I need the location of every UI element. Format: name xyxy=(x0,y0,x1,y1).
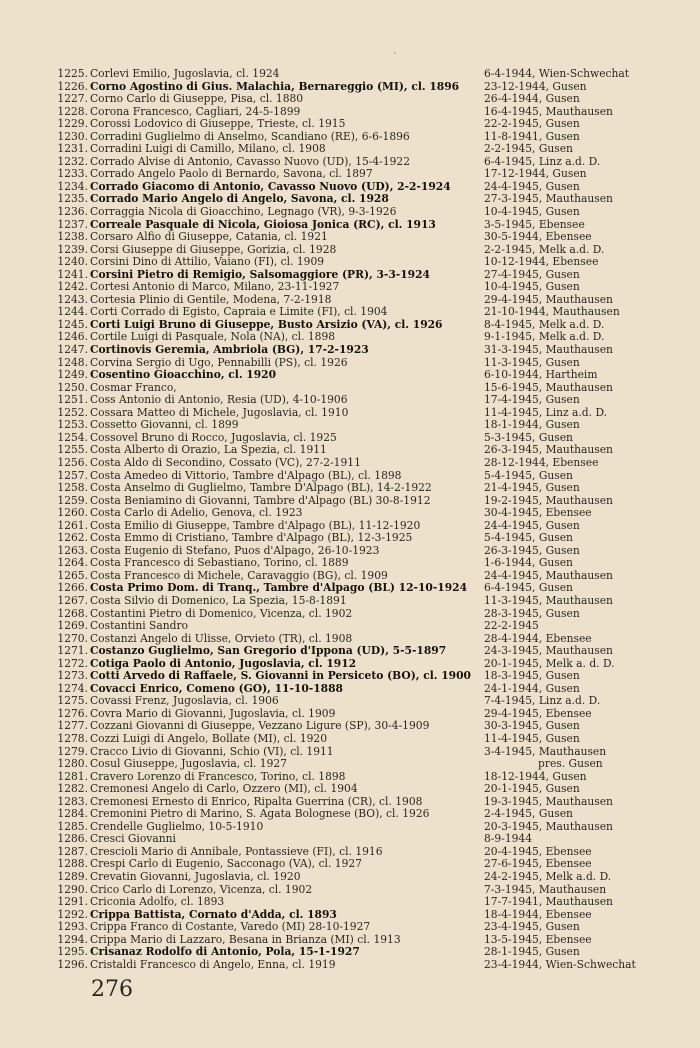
list-item xyxy=(54,670,694,683)
entry-number: 1261. xyxy=(57,518,88,532)
entry-death-place: 21-10-1944, Mauthausen xyxy=(484,305,620,319)
entry-number: 1240. xyxy=(57,255,88,269)
entry-death-place: 6-4-1944, Wien-Schwechat xyxy=(484,67,630,80)
entry-name: Corno Carlo di Giuseppe, Pisa, cl. 1880 xyxy=(90,93,304,106)
list-item xyxy=(54,118,694,131)
entry-number: 1226. xyxy=(57,79,88,93)
entry-number: 1256. xyxy=(57,455,88,469)
list-item xyxy=(54,219,694,232)
entry-number: 1247. xyxy=(57,343,88,357)
entry-name: Cotti Arvedo di Raffaele, S. Giovanni in Persiceto (BO), cl. 1900 xyxy=(90,670,471,683)
list-item xyxy=(54,695,694,708)
entry-death-place: 24-1-1944, Gusen xyxy=(484,681,580,695)
entry-name: Corsi Giuseppe di Giuseppe, Gorizia, cl. 1928 xyxy=(90,243,337,256)
entry-death-place: 18-1-1944, Gusen xyxy=(484,418,580,432)
entry-number: 1269. xyxy=(57,619,88,633)
list-item xyxy=(54,708,694,721)
entry-name: Costa Emilio di Giuseppe, Tambre d'Alpago (BL), 11-12-1920 xyxy=(90,519,421,532)
entry-number: 1289. xyxy=(57,870,88,883)
list-item xyxy=(54,256,694,269)
list-item xyxy=(54,156,694,169)
entry-death-place: 20-1-1945, Melk a. d. D. xyxy=(484,656,615,670)
list-item xyxy=(54,921,694,934)
entry-death-place: 24-2-1945, Melk a.d. D. xyxy=(484,870,612,883)
list-item xyxy=(54,444,694,457)
entry-name: Costa Silvio di Domenico, La Spezia, 15-8-1891 xyxy=(90,594,347,607)
entry-death-place: 23-4-1944, Wien-Schwechat xyxy=(484,957,636,971)
entry-number: 1282. xyxy=(57,782,88,796)
entry-death-place: 3-5-1945, Ebensee xyxy=(484,217,585,231)
list-item xyxy=(54,796,694,809)
entry-name: Cozzani Giovanni di Giuseppe, Vezzano Ligure (SP), 30-4-1909 xyxy=(90,720,430,733)
entry-name: Crippa Battista, Cornato d'Adda, cl. 1893 xyxy=(90,908,337,921)
entry-death-place: 29-4-1945, Ebensee xyxy=(484,706,592,720)
entry-number: 1272. xyxy=(57,656,88,670)
entry-death-place: 6-4-1945, Linz a.d. D. xyxy=(484,154,601,168)
list-item xyxy=(54,143,694,156)
entry-name: Crisanaz Rodolfo di Antonio, Pola, 15-1-1927 xyxy=(90,946,360,959)
entry-name: Cremonesi Angelo di Carlo, Ozzero (MI), cl. 1904 xyxy=(90,783,358,796)
entry-number: 1228. xyxy=(57,104,88,118)
entry-number: 1251. xyxy=(57,393,88,407)
entry-death-place: 11-3-1945, Mauthausen xyxy=(484,593,613,607)
entry-name: Corrado Giacomo di Antonio, Cavasso Nuovo (UD), 2-2-1924 xyxy=(90,180,451,193)
entry-number: 1296. xyxy=(57,957,88,971)
entry-number: 1235. xyxy=(57,192,88,206)
entry-name: Cravero Lorenzo di Francesco, Torino, cl. 1898 xyxy=(90,770,346,783)
entry-death-place: 20-4-1945, Ebensee xyxy=(484,844,592,858)
list-item xyxy=(54,457,694,470)
entry-death-place: 8-4-1945, Melk a.d. D. xyxy=(484,317,605,331)
entry-name: Criconia Adolfo, cl. 1893 xyxy=(90,896,225,909)
list-item xyxy=(54,206,694,219)
entry-death-place: pres. Gusen xyxy=(538,757,603,771)
entry-number: 1263. xyxy=(57,543,88,557)
entry-name: Cortile Luigi di Pasquale, Nola (NA), cl. 1898 xyxy=(90,331,336,344)
entry-name: Coss Antonio di Antonio, Resia (UD), 4-10-1906 xyxy=(90,394,348,407)
entry-number: 1271. xyxy=(57,644,88,658)
entry-list xyxy=(54,68,694,971)
entry-death-place: 24-4-1945, Gusen xyxy=(484,179,580,193)
entry-name: Corsini Dino di Attilio, Vaiano (FI), cl. 1909 xyxy=(90,256,325,269)
entry-name: Crippa Mario di Lazzaro, Besana in Brianza (MI) cl. 1913 xyxy=(90,933,401,946)
entry-death-place: 10-12-1944, Ebensee xyxy=(484,255,599,269)
entry-name: Covassi Frenz, Jugoslavia, cl. 1906 xyxy=(90,695,279,708)
entry-number: 1236. xyxy=(57,205,88,219)
entry-name: Costantini Pietro di Domenico, Vicenza, cl. 1902 xyxy=(90,607,353,620)
entry-name: Cristaldi Francesco di Angelo, Enna, cl. 1919 xyxy=(90,958,336,971)
entry-death-place: 9-1-1945, Melk a.d. D. xyxy=(484,330,605,344)
entry-name: Costa Anselmo di Guglielmo, Tambre D'Alpago (BL), 14-2-1922 xyxy=(90,482,432,495)
entry-number: 1287. xyxy=(57,844,88,858)
entry-number: 1276. xyxy=(57,706,88,720)
entry-number: 1237. xyxy=(57,217,88,231)
entry-death-place: 5-4-1945, Gusen xyxy=(484,468,573,482)
entry-death-place: 26-3-1945, Mauthausen xyxy=(484,443,613,457)
entry-death-place: 17-4-1945, Gusen xyxy=(484,393,580,407)
entry-death-place: 30-4-1945, Ebensee xyxy=(484,506,592,520)
entry-name: Correale Pasquale di Nicola, Gioiosa Jonica (RC), cl. 1913 xyxy=(90,218,436,231)
entry-death-place: 24-4-1945, Gusen xyxy=(484,518,580,532)
list-item xyxy=(54,407,694,420)
entry-number: 1227. xyxy=(57,92,88,106)
list-item xyxy=(54,168,694,181)
list-item xyxy=(54,733,694,746)
list-item xyxy=(54,281,694,294)
entry-death-place: 19-2-1945, Mauthausen xyxy=(484,493,613,507)
list-item xyxy=(54,482,694,495)
entry-number: 1255. xyxy=(57,443,88,457)
list-item xyxy=(54,758,694,771)
list-item xyxy=(54,959,694,972)
entry-death-place: 5-4-1945, Gusen xyxy=(484,531,573,545)
entry-number: 1267. xyxy=(57,593,88,607)
entry-name: Corossi Lodovico di Giuseppe, Trieste, cl. 1915 xyxy=(90,118,346,131)
entry-number: 1279. xyxy=(57,744,88,758)
list-item xyxy=(54,419,694,432)
list-item xyxy=(54,645,694,658)
entry-number: 1262. xyxy=(57,531,88,545)
entry-name: Cortesi Antonio di Marco, Milano, 23-11-1927 xyxy=(90,281,340,294)
entry-number: 1246. xyxy=(57,330,88,344)
entry-death-place: 28-12-1944, Ebensee xyxy=(484,455,599,469)
entry-death-place: 16-4-1945, Mauthausen xyxy=(484,104,613,118)
entry-number: 1242. xyxy=(57,280,88,294)
entry-number: 1268. xyxy=(57,606,88,620)
entry-number: 1238. xyxy=(57,230,88,244)
list-item xyxy=(54,934,694,947)
entry-death-place: 29-4-1945, Mauthausen xyxy=(484,292,613,306)
entry-number: 1277. xyxy=(57,719,88,733)
list-item xyxy=(54,620,694,633)
entry-number: 1265. xyxy=(57,568,88,582)
entry-death-place: 24-3-1945, Mauthausen xyxy=(484,644,613,658)
entry-number: 1270. xyxy=(57,631,88,645)
entry-death-place: 20-3-1945, Mauthausen xyxy=(484,819,613,833)
list-item xyxy=(54,833,694,846)
entry-death-place: 21-4-1945, Gusen xyxy=(484,481,580,495)
entry-number: 1248. xyxy=(57,355,88,369)
entry-death-place: 22-2-1945, Gusen xyxy=(484,117,580,131)
entry-number: 1295. xyxy=(57,945,88,959)
entry-number: 1254. xyxy=(57,430,88,444)
entry-name: Cotiga Paolo di Antonio, Jugoslavia, cl. 1912 xyxy=(90,657,357,670)
entry-number: 1286. xyxy=(57,832,88,846)
entry-death-place: 23-4-1945, Gusen xyxy=(484,920,580,934)
page-number: 276 xyxy=(91,977,133,1002)
entry-name: Corvina Sergio di Ugo, Pennabilli (PS), cl. 1926 xyxy=(90,356,348,369)
entry-number: 1294. xyxy=(57,932,88,946)
entry-death-place: 7-3-1945, Mauthausen xyxy=(484,882,607,896)
entry-death-place: 1-6-1944, Gusen xyxy=(484,556,573,570)
entry-death-place: 27-3-1945, Mauthausen xyxy=(484,192,613,206)
entry-number: 1253. xyxy=(57,418,88,432)
entry-name: Cosentino Gioacchino, cl. 1920 xyxy=(90,369,277,382)
entry-death-place: 2-2-1945, Gusen xyxy=(484,142,573,156)
entry-death-place: 30-3-1945, Gusen xyxy=(484,719,580,733)
list-item xyxy=(54,382,694,395)
list-item xyxy=(54,608,694,621)
entry-death-place: 5-3-1945, Gusen xyxy=(484,430,573,444)
entry-number: 1241. xyxy=(57,267,88,281)
list-item xyxy=(54,658,694,671)
entry-death-place: 2-2-1945, Melk a.d. D. xyxy=(484,242,605,256)
entry-name: Crico Carlo di Lorenzo, Vicenza, cl. 1902 xyxy=(90,883,313,896)
entry-number: 1283. xyxy=(57,794,88,808)
entry-number: 1239. xyxy=(57,242,88,256)
entry-name: Corrado Alvise di Antonio, Cavasso Nuovo (UD), 15-4-1922 xyxy=(90,155,411,168)
entry-name: Corona Francesco, Cagliari, 24-5-1899 xyxy=(90,105,301,118)
entry-death-place: 6-10-1944, Hartheim xyxy=(484,368,598,382)
entry-number: 1275. xyxy=(57,694,88,708)
entry-death-place: 26-4-1944, Gusen xyxy=(484,92,580,106)
entry-number: 1264. xyxy=(57,556,88,570)
list-item xyxy=(54,193,694,206)
entry-name: Corno Agostino di Gius. Malachia, Bernareggio (MI), cl. 1896 xyxy=(90,80,460,93)
entry-death-place: 28-4-1944, Ebensee xyxy=(484,631,592,645)
entry-name: Cozzi Luigi di Angelo, Bollate (MI), cl. 1920 xyxy=(90,732,328,745)
entry-death-place: 11-4-1945, Linz a.d. D. xyxy=(484,405,608,419)
entry-number: 1281. xyxy=(57,769,88,783)
list-item xyxy=(54,532,694,545)
list-item xyxy=(54,595,694,608)
entry-name: Corsaro Alfio di Giuseppe, Catania, cl. 1921 xyxy=(90,231,328,244)
entry-name: Costanzi Angelo di Ulisse, Orvieto (TR), cl. 1908 xyxy=(90,632,353,645)
entry-death-place: 31-3-1945, Mauthausen xyxy=(484,343,613,357)
entry-name: Cosul Giuseppe, Jugoslavia, cl. 1927 xyxy=(90,758,287,771)
entry-name: Costanzo Guglielmo, San Gregorio d'Ippona (UD), 5-5-1897 xyxy=(90,645,447,658)
entry-name: Crendelle Guglielmo, 10-5-1910 xyxy=(90,820,264,833)
entry-name: Costa Francesco di Sebastiano, Torino, cl. 1889 xyxy=(90,557,349,570)
entry-name: Covra Mario di Giovanni, Jugoslavia, cl. 1909 xyxy=(90,707,336,720)
list-item xyxy=(54,394,694,407)
entry-number: 1230. xyxy=(57,129,88,143)
entry-number: 1252. xyxy=(57,405,88,419)
entry-death-place: 13-5-1945, Ebensee xyxy=(484,932,592,946)
list-item xyxy=(54,771,694,784)
list-item xyxy=(54,507,694,520)
entry-name: Cortinovis Geremia, Ambriola (BG), 17-2-1923 xyxy=(90,344,369,357)
entry-death-place: 7-4-1945, Linz a.d. D. xyxy=(484,694,601,708)
list-item xyxy=(54,557,694,570)
entry-name: Cossovel Bruno di Rocco, Jugoslavia, cl. 1925 xyxy=(90,431,337,444)
list-item xyxy=(54,344,694,357)
entry-name: Cossara Matteo di Michele, Jugoslavia, cl. 1910 xyxy=(90,406,349,419)
entry-name: Cresci Giovanni xyxy=(90,833,176,846)
entry-number: 1250. xyxy=(57,380,88,394)
entry-name: Costa Emmo di Cristiano, Tambre d'Alpago (BL), 12-3-1925 xyxy=(90,532,413,545)
list-item xyxy=(54,545,694,558)
list-item xyxy=(54,369,694,382)
entry-name: Crippa Franco di Costante, Varedo (MI) 28-10-1927 xyxy=(90,921,371,934)
entry-name: Corradini Luigi di Camillo, Milano, cl. 1908 xyxy=(90,143,326,156)
list-item xyxy=(54,357,694,370)
list-item xyxy=(54,896,694,909)
entry-name: Cortesia Plinio di Gentile, Modena, 7-2-1918 xyxy=(90,293,332,306)
entry-death-place: 17-12-1944, Gusen xyxy=(484,167,587,181)
entry-number: 1231. xyxy=(57,142,88,156)
entry-death-place: 23-12-1944, Gusen xyxy=(484,79,587,93)
entry-number: 1274. xyxy=(57,681,88,695)
entry-number: 1259. xyxy=(57,493,88,507)
entry-name: Covacci Enrico, Comeno (GO), 11-10-1888 xyxy=(90,682,343,695)
entry-name: Corlevi Emilio, Jugoslavia, cl. 1924 xyxy=(90,68,280,80)
entry-name: Costa Amedeo di Vittorio, Tambre d'Alpago (BL), cl. 1898 xyxy=(90,469,402,482)
entry-death-place: 18-12-1944, Gusen xyxy=(484,769,587,783)
list-item xyxy=(54,846,694,859)
entry-death-place: 17-7-1941, Mauthausen xyxy=(484,895,613,909)
entry-number: 1292. xyxy=(57,907,88,921)
list-item xyxy=(54,909,694,922)
entry-number: 1260. xyxy=(57,506,88,520)
entry-name: Cossetto Giovanni, cl. 1899 xyxy=(90,419,239,432)
entry-number: 1244. xyxy=(57,305,88,319)
list-item xyxy=(54,720,694,733)
list-item xyxy=(54,783,694,796)
entry-name: Crespi Carlo di Eugenio, Sacconago (VA), cl. 1927 xyxy=(90,858,362,871)
entry-name: Costa Francesco di Michele, Caravaggio (BG), cl. 1909 xyxy=(90,569,388,582)
list-item xyxy=(54,570,694,583)
entry-name: Corrado Angelo Paolo di Bernardo, Savona, cl. 1897 xyxy=(90,168,373,181)
list-item xyxy=(54,808,694,821)
list-item xyxy=(54,946,694,959)
entry-number: 1233. xyxy=(57,167,88,181)
entry-death-place: 27-4-1945, Gusen xyxy=(484,267,580,281)
entry-number: 1293. xyxy=(57,920,88,934)
entry-name: Crescioli Mario di Annibale, Pontassieve (FI), cl. 1916 xyxy=(90,845,383,858)
entry-death-place: 27-6-1945, Ebensee xyxy=(484,857,592,871)
entry-number: 1266. xyxy=(57,581,88,595)
entry-name: Crevatin Giovanni, Jugoslavia, cl. 1920 xyxy=(90,871,301,883)
list-item xyxy=(54,495,694,508)
entry-death-place: 26-3-1945, Gusen xyxy=(484,543,580,557)
entry-name: Cracco Livio di Giovanni, Schio (VI), cl. 1911 xyxy=(90,745,334,758)
entry-death-place: 10-4-1945, Gusen xyxy=(484,280,580,294)
entry-name: Cremonesi Ernesto di Enrico, Ripalta Guerrina (CR), cl. 1908 xyxy=(90,795,423,808)
entry-death-place: 15-6-1945, Mauthausen xyxy=(484,380,613,394)
entry-number: 1249. xyxy=(57,368,88,382)
entry-death-place: 11-4-1945, Gusen xyxy=(484,731,580,745)
list-item xyxy=(54,821,694,834)
entry-death-place: 3-4-1945, Mauthausen xyxy=(484,744,607,758)
list-item xyxy=(54,68,694,81)
list-item xyxy=(54,131,694,144)
entry-number: 1229. xyxy=(57,117,88,131)
entry-death-place: 20-1-1945, Gusen xyxy=(484,782,580,796)
entry-number: 1284. xyxy=(57,807,88,821)
entry-number: 1245. xyxy=(57,317,88,331)
entry-number: 1285. xyxy=(57,819,88,833)
list-item xyxy=(54,520,694,533)
entry-name: Corti Corrado di Egisto, Capraia e Limite (FI), cl. 1904 xyxy=(90,306,388,319)
entry-death-place: 28-3-1945, Gusen xyxy=(484,606,580,620)
list-item xyxy=(54,106,694,119)
entry-death-place: 8-9-1944 xyxy=(484,832,533,846)
entry-name: Costa Primo Dom. di Tranq., Tambre d'Alpago (BL) 12-10-1924 xyxy=(90,582,468,595)
entry-name: Corradini Guglielmo di Anselmo, Scandiano (RE), 6-6-1896 xyxy=(90,130,410,143)
entry-number: 1234. xyxy=(57,179,88,193)
entry-name: Costa Aldo di Secondino, Cossato (VC), 27-2-1911 xyxy=(90,456,361,469)
entry-number: 1258. xyxy=(57,481,88,495)
entry-death-place: 24-4-1945, Mauthausen xyxy=(484,568,613,582)
entry-number: 1257. xyxy=(57,468,88,482)
entry-death-place: 18-3-1945, Gusen xyxy=(484,669,580,683)
list-item xyxy=(54,231,694,244)
entry-death-place: 30-5-1944, Ebensee xyxy=(484,230,592,244)
entry-number: 1278. xyxy=(57,731,88,745)
entry-name: Costantini Sandro xyxy=(90,620,189,633)
entry-number: 1290. xyxy=(57,882,88,896)
entry-name: Corraggia Nicola di Gioacchino, Legnago (VR), 9-3-1926 xyxy=(90,206,397,219)
entry-death-place: 28-1-1945, Gusen xyxy=(484,945,580,959)
entry-death-place: 11-8-1941, Gusen xyxy=(484,129,580,143)
entry-name: Corrado Mario Angelo di Angelo, Savona, cl. 1928 xyxy=(90,193,389,206)
list-item xyxy=(54,244,694,257)
entry-death-place: 11-3-1945, Gusen xyxy=(484,355,580,369)
entry-number: 1232. xyxy=(57,154,88,168)
list-item xyxy=(54,871,694,884)
entry-name: Costa Carlo di Adelio, Genova, cl. 1923 xyxy=(90,507,303,520)
entry-name: Costa Eugenio di Stefano, Puos d'Alpago, 26-10-1923 xyxy=(90,544,380,557)
list-item xyxy=(54,269,694,282)
entry-death-place: 2-4-1945, Gusen xyxy=(484,807,573,821)
entry-number: 1280. xyxy=(57,757,88,771)
entry-name: Costa Beniamino di Giovanni, Tambre d'Alpago (BL) 30-8-1912 xyxy=(90,494,431,507)
list-item xyxy=(54,81,694,94)
list-item xyxy=(54,470,694,483)
entry-death-place: 22-2-1945 xyxy=(484,619,539,633)
entry-name: Cremonini Pietro di Marino, S. Agata Bolognese (BO), cl. 1926 xyxy=(90,808,430,821)
entry-name: Corsini Pietro di Remigio, Salsomaggiore (PR), 3-3-1924 xyxy=(90,268,430,281)
list-item xyxy=(54,93,694,106)
entry-death-place: 6-4-1945, Gusen xyxy=(484,581,573,595)
top-mark: ` xyxy=(393,53,398,63)
entry-number: 1243. xyxy=(57,292,88,306)
entry-number: 1288. xyxy=(57,857,88,871)
entry-name: Cosmar Franco, xyxy=(90,381,177,394)
entry-death-place: 18-4-1944, Ebensee xyxy=(484,907,592,921)
entry-name: Costa Alberto di Orazio, La Spezia, cl. 1911 xyxy=(90,444,327,457)
entry-name: Corti Luigi Bruno di Giuseppe, Busto Arsizio (VA), cl. 1926 xyxy=(90,318,443,331)
entry-death-place: 19-3-1945, Mauthausen xyxy=(484,794,613,808)
entry-number: 1273. xyxy=(57,669,88,683)
entry-death-place: 10-4-1945, Gusen xyxy=(484,205,580,219)
entry-number: 1291. xyxy=(57,895,88,909)
entry-number: 1225. xyxy=(57,67,88,80)
